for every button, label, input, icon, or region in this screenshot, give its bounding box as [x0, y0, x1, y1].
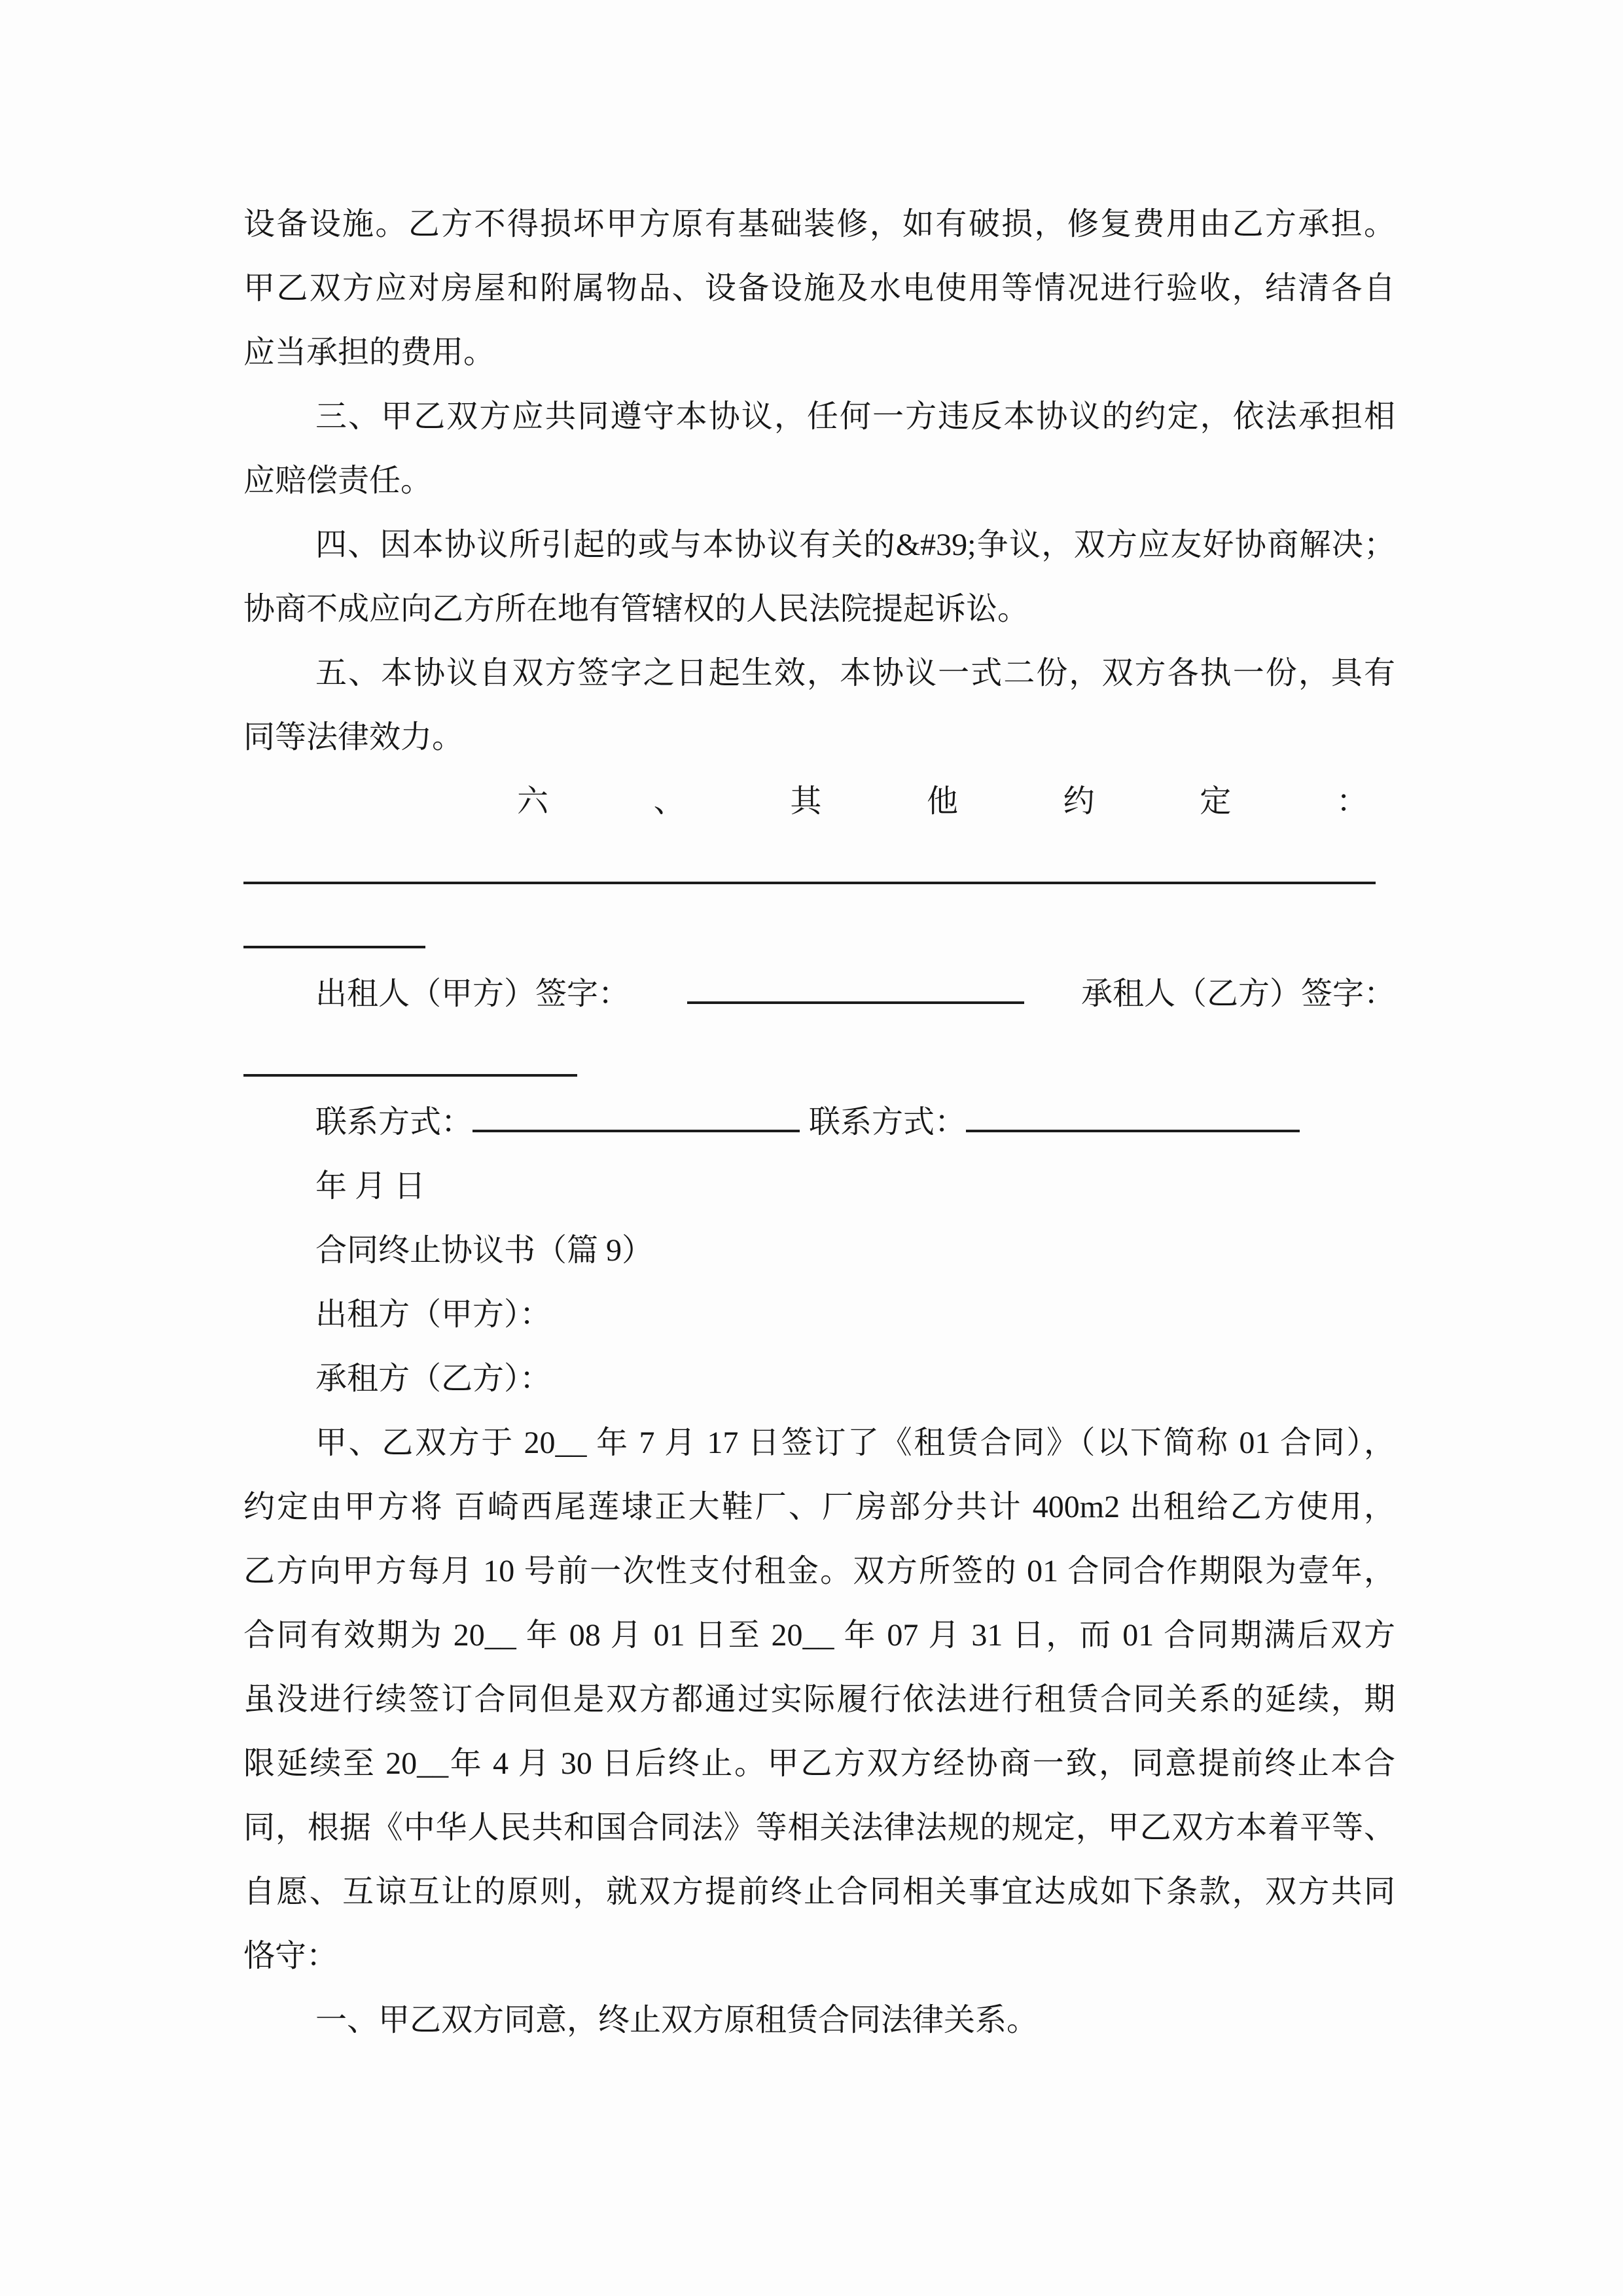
lessee-party-line: 承租方（乙方）：: [315, 1361, 552, 1396]
spread-char: 定: [1200, 784, 1232, 819]
body-line: 约定由甲方将 百崎西尾莲埭正大鞋厂、厂房部分共计 400m2 出租给乙方使用，: [243, 1490, 1395, 1524]
spread-char: 其: [790, 784, 822, 819]
blank-underline: [243, 1074, 577, 1077]
body-line: 虽没进行续签订合同但是双方都通过实际履行依法进行租赁合同关系的延续，期: [243, 1682, 1395, 1717]
body-line: 设备设施。乙方不得损坏甲方原有基础装修，如有破损，修复费用由乙方承担。: [243, 207, 1395, 242]
lessor-signature-blank: [687, 971, 1024, 1004]
clause-3-line: 三、甲乙双方应共同遵守本协议，任何一方违反本协议的约定，依法承担相: [315, 399, 1395, 434]
clause-1-line: 一、甲乙双方同意，终止双方原租赁合同法律关系。: [315, 2003, 1039, 2037]
body-line: 限延续至 20__年 4 月 30 日后终止。甲乙方双方经协商一致，同意提前终止本合: [243, 1746, 1395, 1781]
spread-char: 六: [517, 784, 549, 819]
contact-blank: [473, 1100, 800, 1132]
body-line: 甲乙双方应对房屋和附属物品、设备设施及水电使用等情况进行验收，结清各自: [243, 271, 1395, 306]
body-line: 甲、乙双方于 20__ 年 7 月 17 日签订了《租赁合同》（以下简称 01 合同），: [315, 1426, 1395, 1460]
spread-char: 、: [653, 784, 685, 819]
section-title: 合同终止协议书（篇 9）: [315, 1233, 654, 1268]
body-line: 合同有效期为 20__ 年 08 月 01 日至 20__ 年 07 月 31 日，而 01 合同期满后双方: [243, 1618, 1395, 1653]
lessee-signature-label: 承租人（乙方）签字：: [1080, 977, 1395, 1011]
contact-row: [315, 1090, 1467, 1155]
lessor-signature-label: 出租人（甲方）签字：: [315, 977, 630, 1011]
body-line: 同等法律效力。: [243, 720, 464, 755]
body-line: 应赔偿责任。: [243, 463, 433, 498]
body-line: 自愿、互谅互让的原则，就双方提前终止合同相关事宜达成如下条款，双方共同: [243, 1874, 1395, 1909]
clause-5-line: 五、本协议自双方签字之日起生效，本协议一式二份，双方各执一份，具有: [315, 656, 1395, 691]
body-line: 应当承担的费用。: [243, 335, 495, 370]
clause-4-line: 四、因本协议所引起的或与本协议有关的&#39;争议，双方应友好协商解决；: [315, 528, 1395, 562]
blank-underline: [243, 882, 1376, 884]
contact-label: 联系方式：: [315, 1105, 473, 1139]
lessor-party-line: 出租方（甲方）：: [315, 1297, 552, 1332]
body-line: 同，根据《中华人民共和国合同法》等相关法律法规的规定，甲乙双方本着平等、: [243, 1810, 1395, 1845]
body-line: 恪守：: [243, 1939, 338, 1973]
body-line: 协商不成应向乙方所在地有管辖权的人民法院提起诉讼。: [243, 592, 1029, 626]
blank-underline: [243, 946, 425, 948]
spread-char: ：: [1336, 784, 1368, 819]
spread-char: 约: [1063, 784, 1095, 819]
signature-row: [315, 962, 1395, 1026]
body-line: 乙方向甲方每月 10 号前一次性支付租金。双方所签的 01 合同合作期限为壹年，: [243, 1554, 1395, 1588]
date-line: 年 月 日: [315, 1169, 426, 1204]
spread-char: 他: [926, 784, 958, 819]
clause-6-heading: [517, 770, 1368, 834]
contact-blank: [966, 1100, 1300, 1132]
contact-label: 联系方式：: [809, 1105, 967, 1139]
